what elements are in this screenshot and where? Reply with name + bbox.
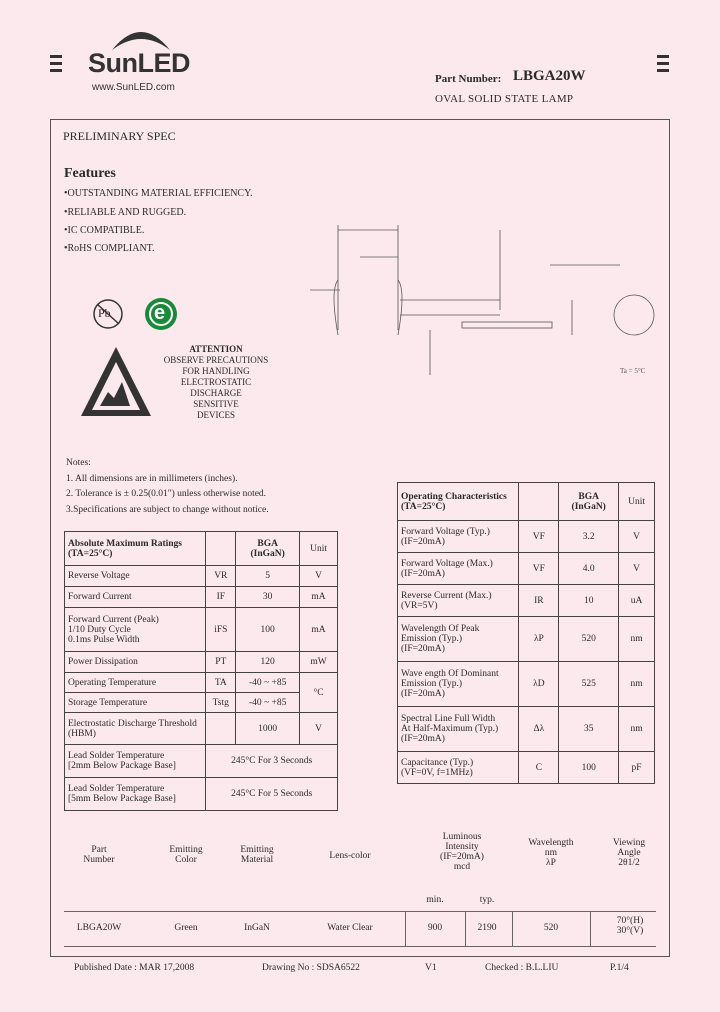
table-cell: 120: [236, 652, 300, 673]
col-header-typ: typ.: [479, 895, 495, 905]
table-cell: VR: [206, 566, 236, 587]
table-cell: 245°C For 3 Seconds: [206, 745, 338, 778]
table-cell: Power Dissipation: [65, 652, 206, 673]
table-cell: V: [619, 521, 655, 553]
table-divider: [512, 911, 513, 947]
table-cell: Reverse Voltage: [65, 566, 206, 587]
notes-title: Notes:: [66, 458, 91, 468]
table-header: BGA (InGaN): [559, 483, 619, 521]
table-row: 70°(H) 30°(V): [616, 916, 644, 936]
corner-mark-left: [50, 69, 62, 72]
drawing-number: Drawing No : SDSA6522: [262, 963, 360, 973]
table-cell: nm: [619, 662, 655, 707]
table-cell: 5: [236, 566, 300, 587]
table-row: InGaN: [244, 923, 270, 933]
package-drawing: [300, 210, 660, 380]
table-cell: -40 ~ +85: [236, 693, 300, 713]
corner-mark-right: [657, 55, 669, 58]
table-cell: 4.0: [559, 553, 619, 585]
table-divider: [405, 911, 406, 947]
part-number-label: Part Number:: [435, 73, 502, 85]
table-divider: [64, 946, 656, 947]
table-row: 900: [427, 923, 443, 933]
table-cell: TA: [206, 673, 236, 693]
table-cell: Storage Temperature: [65, 693, 206, 713]
table-row: Water Clear: [327, 923, 373, 933]
table-cell: IF: [206, 587, 236, 608]
table-cell: 1000: [236, 713, 300, 745]
feature-item: •OUTSTANDING MATERIAL EFFICIENCY.: [64, 188, 253, 199]
table-row: Green: [174, 923, 198, 933]
note-item: 3.Specifications are subject to change without notice.: [66, 505, 269, 515]
esd-attention-text: [160, 344, 272, 421]
corner-mark-left: [50, 55, 62, 58]
table-cell: Lead Solder Temperature [2mm Below Package Base]: [65, 745, 206, 778]
corner-mark-right: [657, 62, 669, 65]
table-cell: Electrostatic Discharge Threshold (HBM): [65, 713, 206, 745]
table-cell: λD: [519, 662, 559, 707]
table-header: Operating Characteristics (TA=25°C): [398, 483, 519, 521]
table-cell: Reverse Current (Max.) (VR=5V): [398, 585, 519, 617]
table-cell: 35: [559, 707, 619, 752]
version: V1: [425, 963, 437, 973]
table-cell: Spectral Line Full Width At Half-Maximum (Typ.) (IF=20mA): [398, 707, 519, 752]
page-number: P.1/4: [610, 963, 629, 973]
table-cell: Wave ength Of Dominant Emission (Typ.) (IF=20mA): [398, 662, 519, 707]
feature-item: •RoHS COMPLIANT.: [64, 243, 155, 254]
table-cell: Operating Temperature: [65, 673, 206, 693]
note-item: 1. All dimensions are in millimeters (inches).: [66, 474, 238, 484]
table-cell: uA: [619, 585, 655, 617]
corner-mark-right: [657, 69, 669, 72]
table-cell: 525: [559, 662, 619, 707]
table-cell: 100: [559, 752, 619, 784]
table-divider: [590, 911, 591, 947]
table-cell: C: [519, 752, 559, 784]
table-cell: mW: [300, 652, 338, 673]
published-date: Published Date : MAR 17,2008: [74, 963, 195, 973]
note-item: 2. Tolerance is ± 0.25(0.01") unless otherwise noted.: [66, 489, 267, 499]
table-header: Unit: [619, 483, 655, 521]
features-title: Features: [64, 166, 116, 181]
logo: SunLED: [88, 48, 190, 78]
table-cell: Capacitance (Typ.) (VF=0V, f=1MHz): [398, 752, 519, 784]
table-cell: Forward Current (Peak) 1/10 Duty Cycle 0.1ms Pulse Width: [65, 608, 206, 652]
operating-characteristics-table: [397, 482, 655, 784]
table-cell: Tstg: [206, 693, 236, 713]
checked-by: Checked : B.L.LIU: [485, 963, 559, 973]
attention-line: ATTENTION: [189, 344, 243, 354]
table-cell: V: [300, 713, 338, 745]
table-cell: mA: [300, 587, 338, 608]
feature-item: •RELIABLE AND RUGGED.: [64, 207, 187, 218]
table-header: Absolute Maximum Ratings (TA=25°C): [65, 532, 206, 566]
attention-line: FOR HANDLING: [182, 366, 250, 376]
product-subtitle: OVAL SOLID STATE LAMP: [435, 93, 574, 105]
table-cell: λP: [519, 617, 559, 662]
table-cell: mA: [300, 608, 338, 652]
table-cell: nm: [619, 707, 655, 752]
table-cell: VF: [519, 553, 559, 585]
table-header: Unit: [300, 532, 338, 566]
col-header-min: min.: [426, 895, 444, 905]
esd-warning-icon: [78, 344, 154, 420]
table-cell: V: [619, 553, 655, 585]
table-cell: Forward Current: [65, 587, 206, 608]
pb-text: Pb: [98, 306, 111, 320]
col-header-part: Part Number: [83, 845, 115, 865]
spec-title: PRELIMINARY SPEC: [63, 129, 176, 143]
table-cell: 10: [559, 585, 619, 617]
corner-mark-left: [50, 62, 62, 65]
attention-line: DISCHARGE: [190, 388, 242, 398]
rohs-e-text: e: [154, 302, 166, 324]
col-header-lens: Lens-color: [329, 851, 371, 861]
table-cell: 3.2: [559, 521, 619, 553]
attention-line: OBSERVE PRECAUTIONS: [163, 355, 269, 365]
table-cell: Lead Solder Temperature [5mm Below Package Base]: [65, 778, 206, 811]
table-row: 520: [543, 923, 559, 933]
col-header-luminous: Luminous Intensity (IF=20mA) mcd: [440, 832, 484, 872]
col-header-material: Emitting Material: [240, 845, 274, 865]
col-header-angle: Viewing Angle 2θ1/2: [612, 838, 646, 868]
table-cell: Forward Voltage (Typ.) (IF=20mA): [398, 521, 519, 553]
table-cell: PT: [206, 652, 236, 673]
table-cell: 245°C For 5 Seconds: [206, 778, 338, 811]
part-number: LBGA20W: [513, 68, 586, 84]
attention-line: SENSITIVE: [193, 399, 239, 409]
table-cell: 520: [559, 617, 619, 662]
table-cell: -40 ~ +85: [236, 673, 300, 693]
table-divider: [465, 911, 466, 947]
table-divider: [64, 911, 656, 912]
table-cell: Δλ: [519, 707, 559, 752]
attention-line: DEVICES: [197, 410, 235, 420]
table-cell: VF: [519, 521, 559, 553]
table-cell: pF: [619, 752, 655, 784]
table-row: LBGA20W: [76, 923, 122, 933]
table-cell: iFS: [206, 608, 236, 652]
table-cell: V: [300, 566, 338, 587]
table-header: BGA (InGaN): [236, 532, 300, 566]
table-row: 2190: [477, 923, 497, 933]
table-cell: Forward Voltage (Max.) (IF=20mA): [398, 553, 519, 585]
drawing-label: Ta = 5°C: [620, 367, 646, 375]
table-cell: 100: [236, 608, 300, 652]
table-cell: IR: [519, 585, 559, 617]
attention-line: ELECTROSTATIC: [180, 377, 252, 387]
absolute-max-ratings-table: [64, 531, 338, 811]
website-url[interactable]: www.SunLED.com: [92, 82, 175, 93]
table-cell: Wavelength Of Peak Emission (Typ.) (IF=20mA): [398, 617, 519, 662]
table-cell: 30: [236, 587, 300, 608]
col-header-wavelength: Wavelength nm λP: [528, 838, 574, 868]
table-cell: °C: [300, 673, 338, 713]
col-header-color: Emitting Color: [169, 845, 203, 865]
feature-item: •IC COMPATIBLE.: [64, 225, 145, 236]
table-cell: nm: [619, 617, 655, 662]
